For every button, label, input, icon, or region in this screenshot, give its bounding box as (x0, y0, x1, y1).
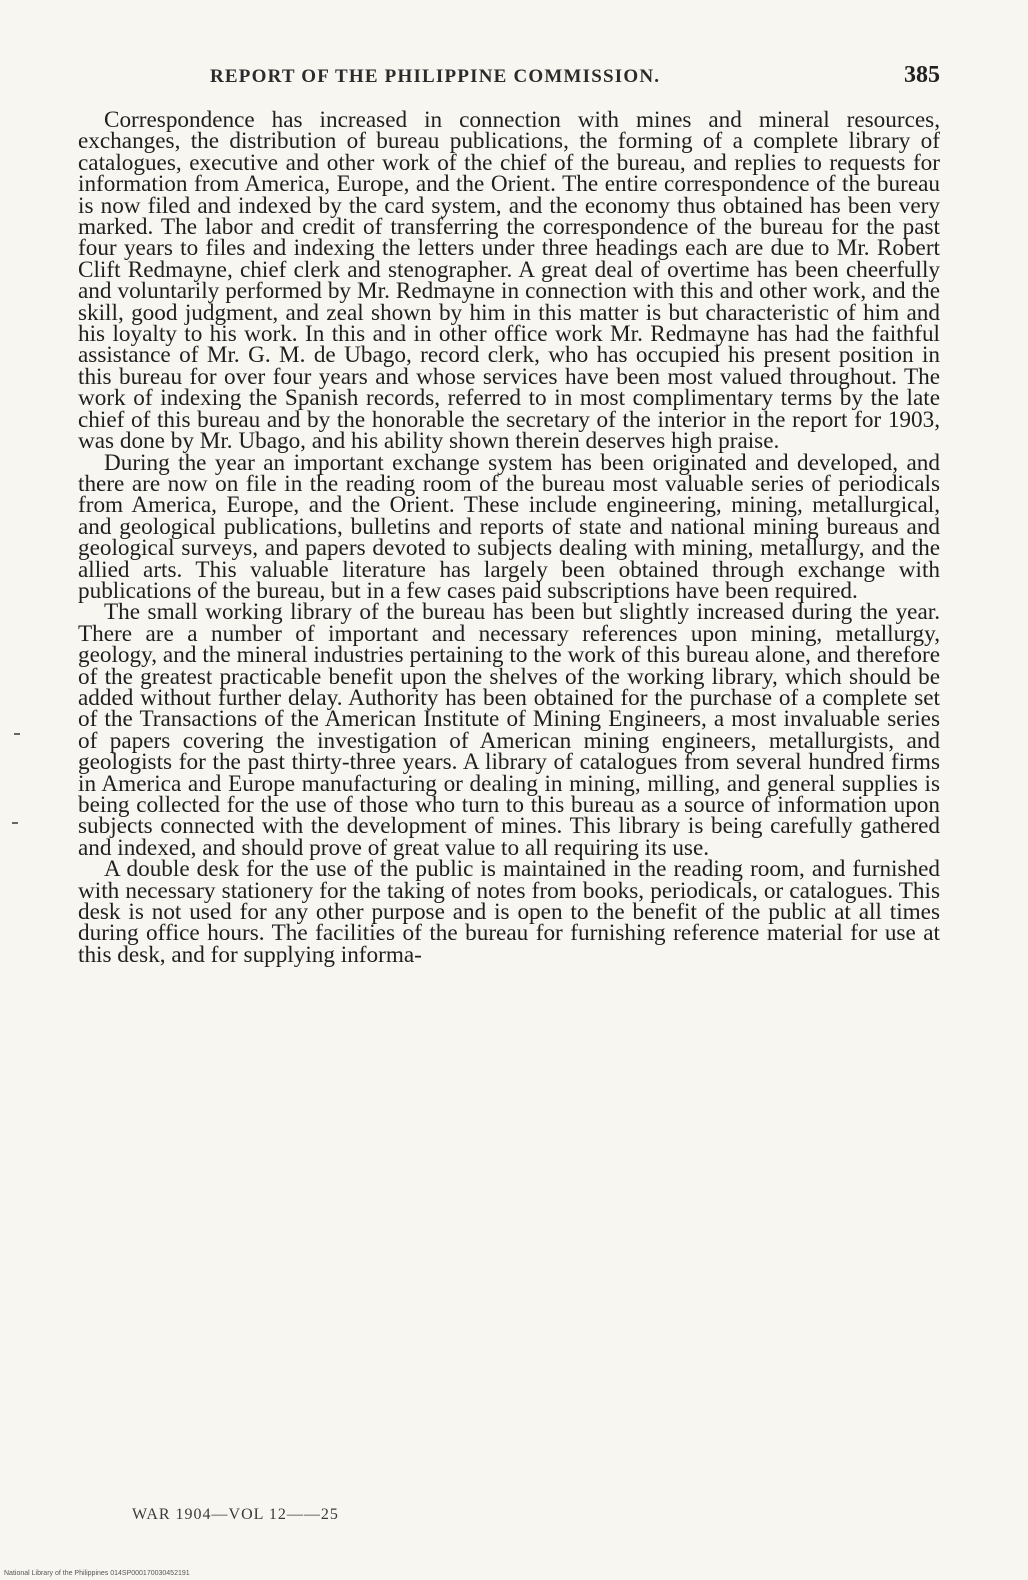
running-head: REPORT OF THE PHILIPPINE COMMISSION. (210, 66, 661, 87)
paragraph-exchange-system: During the year an important exchange system has been originated and developed, and there are now on file in the reading room of the bureau most valuable series of periodicals from America, Europe, and the Orient. These include engineering, mining, metallurgical, and geological publications, bulletins and reports of state and national mining bureaus and geological surveys, and papers devoted to subjects dealing with mining, metallurgy, and the allied arts. This valuable literature has largely been obtained through exchange with publications of the bureau, but in a few cases paid subscriptions have been required. (78, 449, 940, 604)
page-header (78, 62, 940, 94)
signature-mark: WAR 1904—VOL 12——25 (132, 1506, 339, 1523)
paragraph-public-desk: A double desk for the use of the public is maintained in the reading room, and furnished with necessary stationery for the taking of notes from books, periodicals, or catalogues. This desk is not used for any other purpose and is open to the benefit of the public at all times during office hours. The facilities of the bureau for furnishing reference material for use at this desk, and for supplying informa- (78, 856, 940, 968)
body-text (78, 107, 940, 968)
page-number: 385 (904, 62, 940, 88)
margin-mark (12, 822, 18, 824)
library-watermark: National Library of the Philippines 014SP000170030452191 (4, 1570, 190, 1577)
margin-mark (14, 733, 20, 735)
paragraph-correspondence: Correspondence has increased in connection with mines and mineral resources, exchanges, the distribution of bureau publications, the forming of a complete library of catalogues, executive and other work of the chief of the bureau, and replies to requests for information from America, Europe, and the Orient. The entire correspondence of the bureau is now filed and indexed by the card system, and the economy thus obtained has been very marked. The labor and credit of transferring the correspondence of the bureau for the past four years to files and indexing the letters under three headings each are due to Mr. Robert Clift Redmayne, chief clerk and stenographer. A great deal of overtime has been cheerfully and voluntarily performed by Mr. Redmayne in connection with this and other work, and the skill, good judgment, and zeal shown by him in this matter is but characteristic of him and his loyalty to his work. In this and in other office work Mr. Redmayne has had the faithful assistance of Mr. G. M. de Ubago, record clerk, who has occupied his present position in this bureau for over four years and whose services have been most valued throughout. The work of indexing the Spanish records, referred to in most complimentary terms by the late chief of this bureau and by the honorable the secretary of the interior in the report for 1903, was done by Mr. Ubago, and his ability shown therein deserves high praise. (78, 107, 940, 455)
paragraph-working-library: The small working library of the bureau has been but slightly increased during the year. There are a number of important and necessary references upon mining, metallurgy, geology, and the mineral industries pertaining to the work of this bureau alone, and therefore of the greatest practicable benefit upon the shelves of the working library, which should be added without further delay. Authority has been obtained for the purchase of a complete set of the Transactions of the American Institute of Mining Engineers, a most invaluable series of papers covering the investigation of American mining engineers, metallurgists, and geologists for the past thirty-three years. A library of catalogues from several hundred firms in America and Europe manufacturing or dealing in mining, milling, and general supplies is being collected for the use of those who turn to this bureau as a source of information upon subjects connected with the development of mines. This library is being carefully gathered and indexed, and should prove of great value to all requiring its use. (78, 599, 940, 861)
